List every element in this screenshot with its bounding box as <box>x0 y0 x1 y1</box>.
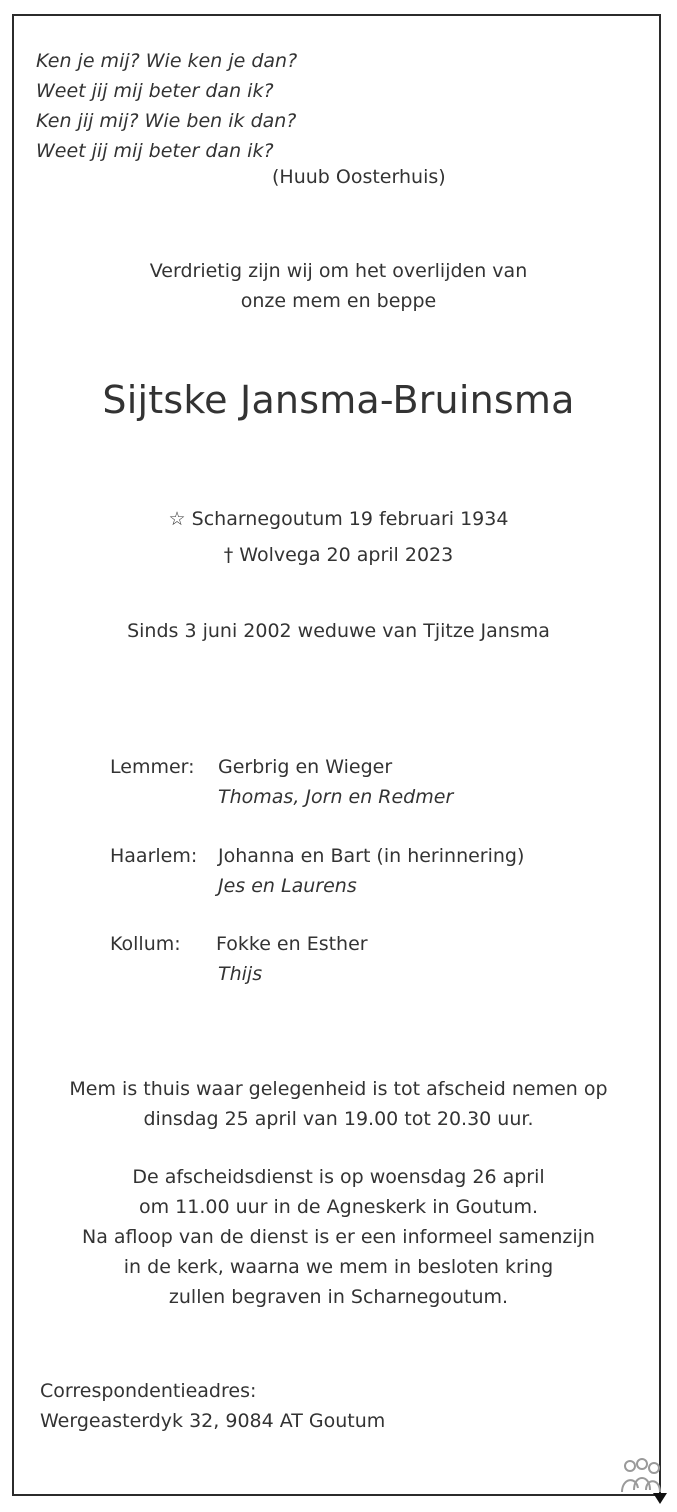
poem-line: Ken je mij? Wie ken je dan? <box>36 50 298 72</box>
service-line: in de kerk, waarna we mem in besloten kring <box>123 1256 554 1278</box>
poem-line: Weet jij mij beter dan ik? <box>36 140 274 162</box>
death-line <box>0 544 677 566</box>
star-icon: ☆ <box>168 508 186 530</box>
visitation-text <box>0 1074 677 1134</box>
service-text <box>0 1162 677 1312</box>
widow-text: Sinds 3 juni 2002 weduwe van Tjitze Jansma <box>127 620 550 642</box>
intro-line: Verdrietig zijn wij om het overlijden van <box>149 260 528 282</box>
service-line: De afscheidsdienst is op woensdag 26 april <box>132 1166 545 1188</box>
poem-author: (Huub Oosterhuis) <box>272 166 446 188</box>
family-names: Johanna en Bart (in herinnering) <box>218 845 525 867</box>
family-names: Fokke en Esther <box>216 933 368 955</box>
death-text: Wolvega 20 april 2023 <box>239 544 454 566</box>
correspondence <box>40 1376 385 1436</box>
deceased-name: Sijtske Jansma-Bruinsma <box>102 378 575 422</box>
family-city: Lemmer: <box>110 756 195 778</box>
family-children: Thijs <box>218 963 263 985</box>
visitation-line: Mem is thuis waar gelegenheid is tot afscheid nemen op <box>69 1078 608 1100</box>
birth-text: Scharnegoutum 19 februari 1934 <box>191 508 509 530</box>
birth-line <box>0 508 677 530</box>
intro-line: onze mem en beppe <box>240 290 437 312</box>
family-children: Jes en Laurens <box>218 875 357 897</box>
family-names: Gerbrig en Wieger <box>218 756 393 778</box>
family-children: Thomas, Jorn en Redmer <box>218 786 454 808</box>
service-line: zullen begraven in Scharnegoutum. <box>168 1286 509 1308</box>
visitation-line: dinsdag 25 april van 19.00 tot 20.30 uur. <box>143 1108 534 1130</box>
intro-text <box>0 256 677 316</box>
scroll-down-arrow-icon[interactable] <box>652 1490 668 1504</box>
family-city: Kollum: <box>110 933 181 955</box>
correspondence-address: Wergeasterdyk 32, 9084 AT Goutum <box>40 1410 386 1432</box>
cross-icon: † <box>223 544 234 566</box>
family-city: Haarlem: <box>110 845 198 867</box>
correspondence-label: Correspondentieadres: <box>40 1380 257 1402</box>
service-line: Na afloop van de dienst is er een informeel samenzijn <box>82 1226 595 1248</box>
poem-line: Weet jij mij beter dan ik? <box>36 80 274 102</box>
service-line: om 11.00 uur in de Agneskerk in Goutum. <box>138 1196 539 1218</box>
poem-line: Ken jij mij? Wie ben ik dan? <box>36 110 297 132</box>
poem <box>36 46 297 166</box>
